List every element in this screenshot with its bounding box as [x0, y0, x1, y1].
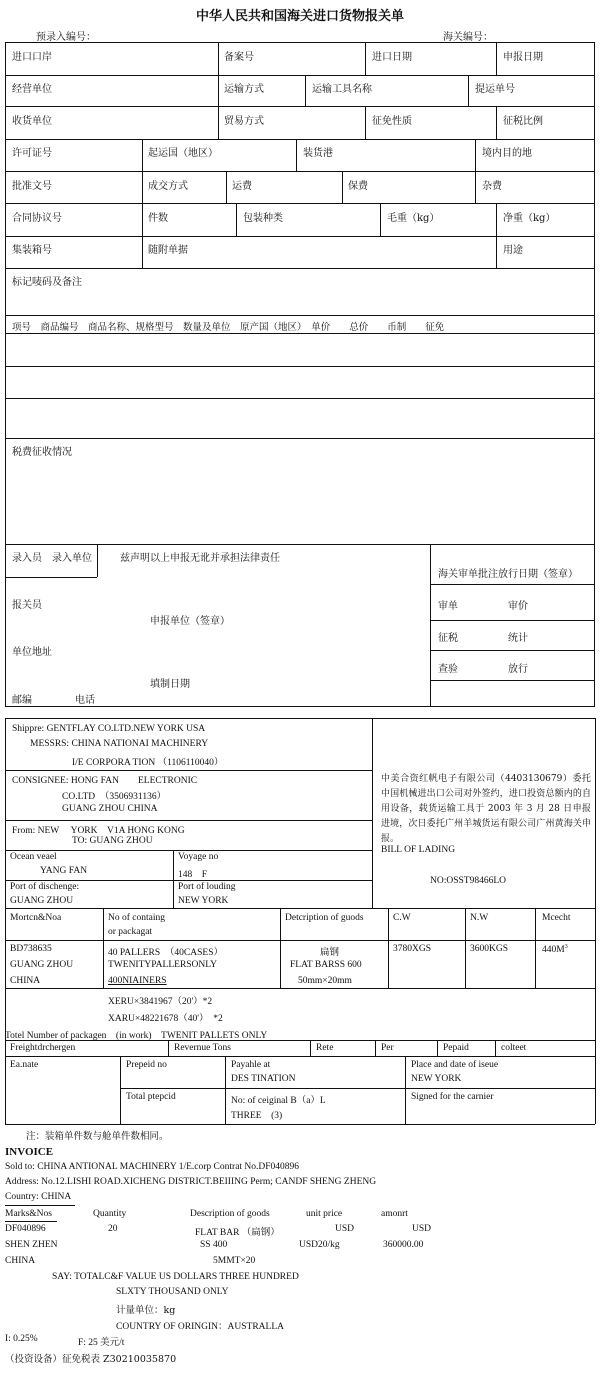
- field-insurance: 保费: [348, 181, 368, 192]
- total-prepaid-label: Total ptepcid: [126, 1092, 176, 1102]
- field-transport-mode: 运输方式: [224, 84, 264, 95]
- fill-date-label: 填制日期: [150, 679, 190, 690]
- postcode-label: 邮编: [12, 695, 32, 706]
- field-receiving-unit: 收货单位: [12, 116, 52, 127]
- sold-to: Sold to: CHINA ANTIONAL MACHINERY 1/E.corp Contrat No.DF040896: [5, 1162, 300, 1172]
- consignment-note: 中美合资红帆电子有限公司（4403130679）委托中国机械进出口公司对外签约，进口投资总额内的自用设备，载货运输工具于 2003 年 3 月 28 日申报进境，次日委托广州羊城货运有限公司广州黄海关申报。: [381, 774, 591, 844]
- consignee-line-2: CO.LTD （3506931136）: [62, 792, 167, 802]
- voyage-label: Voyage no: [178, 852, 219, 862]
- col-packages-2: or packagat: [108, 927, 153, 937]
- inv-marks-3: CHINA: [5, 1256, 36, 1266]
- shipper-line-1: Shippre: GENTFLAY CO.LTD.NEW YORK USA: [12, 724, 206, 734]
- exemption-form: （投资设备）征免税表 Z30210035870: [5, 1354, 177, 1365]
- field-origin-country: 起运国（地区）: [148, 148, 218, 159]
- declarant-label: 报关员: [12, 600, 42, 611]
- loading-port: NEW YORK: [178, 896, 229, 906]
- field-license-no: 许可证号: [12, 148, 52, 159]
- packages-line-3: 400NIAINERS: [108, 976, 167, 986]
- shipper-line-2: MESSRS: CHINA NATIONAI MACHINERY: [30, 739, 209, 749]
- original-bl-value: THREE (3): [231, 1111, 283, 1121]
- footnote: 注：装箱单件数与舱单件数相同。: [26, 1131, 169, 1142]
- vessel-name: YANG FAN: [40, 866, 88, 876]
- loading-port-label: Port of louding: [178, 882, 236, 892]
- marks-line-2: GUANG ZHOU: [10, 960, 74, 970]
- prepaid-label: Pepaid: [443, 1043, 469, 1053]
- inv-description: FLAT BAR （扁钢）: [195, 1228, 280, 1238]
- collect-label: colteet: [501, 1043, 527, 1053]
- per-label: Per: [381, 1043, 394, 1053]
- field-gross-weight: 毛重（kg）: [387, 213, 440, 224]
- field-package-type: 包装种类: [243, 213, 283, 224]
- from-line: From: NEW YORK V1A HONG KONG: [12, 826, 185, 836]
- inv-marks: DF040896: [5, 1224, 46, 1234]
- inv-amount-currency: USD: [412, 1224, 432, 1234]
- invoice-address: Address: No.12.LISHI ROAD.XICHENG DISTRICT.BEIIING Perm; CANDF SHENG ZHENG: [5, 1177, 377, 1187]
- review-label: 审单: [438, 601, 458, 612]
- consignee-line-3: GUANG ZHOU CHINA: [62, 804, 158, 814]
- field-tax-status: 税费征收情况: [12, 447, 72, 458]
- discharge-port: GUANG ZHOU: [10, 896, 74, 906]
- field-container-no: 集装箱号: [12, 245, 52, 256]
- inv-size: 5MMT×20: [213, 1256, 256, 1266]
- field-record-no: 备案号: [224, 52, 254, 63]
- container-line-2: XARU×48221678（40'） *2: [108, 1014, 223, 1024]
- invoice-title: INVOICE: [5, 1146, 54, 1158]
- customs-approval-label: 海关审单批注放行日期（签章）: [438, 569, 578, 580]
- col-description: Detcription of guods: [285, 913, 364, 923]
- declaration-statement: 兹声明以上申报无讹并承担法律责任: [120, 553, 280, 564]
- inv-quantity: 20: [108, 1224, 118, 1234]
- field-attached-docs: 随附单据: [148, 245, 188, 256]
- desc-line-1: 扁钢: [320, 947, 340, 958]
- h-marks: Marks&Nos: [5, 1209, 52, 1219]
- col-cw: C.W: [393, 913, 411, 923]
- field-tax-ratio: 征税比例: [503, 116, 543, 127]
- col-nw: N.W: [470, 913, 489, 923]
- prepaid-no-label: Prepeid no: [126, 1060, 167, 1070]
- declaration-form: [5, 42, 595, 707]
- freight-cost: F: 25 美元/t: [78, 1338, 125, 1348]
- inspection-label: 查验: [438, 664, 458, 675]
- col-measurement: Mcecht: [542, 913, 571, 923]
- inv-price-currency: USD: [335, 1224, 355, 1234]
- col-packages-1: No of containg: [108, 913, 165, 923]
- field-trade-mode: 贸易方式: [224, 116, 264, 127]
- unit-note: 计量单位：kg: [116, 1305, 176, 1316]
- release-label: 放行: [508, 664, 528, 675]
- to-line: TO: GUANG ZHOU: [72, 836, 153, 846]
- customs-number-label: 海关编号：: [443, 32, 493, 43]
- insurance-rate: I: 0.25%: [5, 1334, 38, 1344]
- field-pieces: 件数: [148, 213, 168, 224]
- original-bl-label: No: of ceiginal B（a）L: [231, 1096, 326, 1106]
- place-date-value: NEW YORK: [411, 1074, 462, 1084]
- container-line-1: XERU×3841967（20'）*2: [108, 997, 213, 1007]
- inv-amount: 360000.00: [383, 1240, 424, 1250]
- invoice-country: Country: CHINA: [5, 1192, 72, 1202]
- field-destination: 境内目的地: [482, 148, 532, 159]
- field-loading-port: 装货港: [303, 148, 333, 159]
- declare-unit-label: 申报单位（签章）: [150, 616, 230, 627]
- desc-line-3: 50mm×20mm: [298, 976, 352, 986]
- h-unit-price: unit price: [306, 1209, 343, 1219]
- consignee-line-1: CONSIGNEE: HONG FAN ELECTRONIC: [12, 776, 198, 786]
- inv-unit-price: USD20/kg: [299, 1240, 340, 1250]
- freight-label: Freightdrchergen: [10, 1043, 76, 1053]
- items-header: 项号 商品编号 商品名称、规格型号 数量及单位 原产国（地区） 单价 总价 币制 征免: [12, 322, 445, 333]
- payable-at-value: DES TINATION: [231, 1074, 296, 1084]
- place-date-label: Place and date of iseue: [411, 1060, 499, 1070]
- col-marks: Mortcn&Noa: [10, 913, 62, 923]
- inv-marks-2: SHEN ZHEN: [5, 1240, 58, 1250]
- revenue-tons-label: Revernue Tons: [174, 1043, 231, 1053]
- field-contract-no: 合同协议号: [12, 213, 62, 224]
- field-usage: 用途: [503, 245, 523, 256]
- ex-rate-label: Ea.nate: [10, 1060, 39, 1070]
- field-import-date: 进口日期: [372, 52, 412, 63]
- packages-line-2: TWENITYPALLERSONLY: [108, 960, 217, 970]
- valuation-label: 审价: [508, 601, 528, 612]
- cw-value: 3780XGS: [393, 944, 432, 954]
- say-line-2: SLXTY THOUSAND ONLY: [116, 1287, 229, 1297]
- payable-at-label: Payahle at: [231, 1060, 271, 1070]
- h-amount: amonrt: [381, 1209, 408, 1219]
- field-net-weight: 净重（kg）: [503, 213, 556, 224]
- phone-label: 电话: [75, 695, 95, 706]
- field-misc: 杂费: [482, 181, 502, 192]
- vessel-label: Ocean veael: [10, 852, 57, 862]
- form-title: 中华人民共和国海关进口货物报关单: [195, 9, 404, 24]
- total-packages: Totel Number of packagen (in work) TWENIT PALLETS ONLY: [5, 1031, 268, 1041]
- marks-line-3: CHINA: [10, 976, 41, 986]
- field-import-port: 进口口岸: [12, 52, 52, 63]
- inv-spec: SS 400: [200, 1240, 228, 1250]
- field-bl-no: 提运单号: [475, 84, 515, 95]
- field-approval-no: 批准文号: [12, 181, 52, 192]
- field-exemption-nature: 征免性质: [372, 116, 412, 127]
- h-description: Description of goods: [190, 1209, 270, 1219]
- field-vehicle-name: 运输工具名称: [312, 84, 372, 95]
- field-declare-date: 申报日期: [503, 52, 543, 63]
- marks-line-1: BD738635: [10, 944, 52, 954]
- entry-person-label: 录入员 录入单位: [12, 553, 92, 564]
- say-line-1: SAY: TOTALC&F VALUE US DOLLARS THREE HUNDRED: [52, 1272, 299, 1282]
- bl-number: NO:OSST98466LO: [430, 876, 507, 886]
- field-marks-remarks: 标记唛码及备注: [12, 277, 82, 288]
- voyage-number: 148 F: [178, 870, 208, 880]
- signed-carrier: Signed for the carnier: [411, 1092, 494, 1102]
- pre-entry-number-label: 预录入编号：: [36, 32, 96, 43]
- desc-line-2: FLAT BARSS 600: [290, 960, 362, 970]
- measurement-value: $440M^3$: [542, 944, 568, 956]
- h-quantity: Quantity: [93, 1209, 127, 1219]
- field-freight: 运费: [232, 181, 252, 192]
- rate-label: Rete: [316, 1043, 334, 1053]
- country-of-origin: COUNTRY OF ORINGIN：AUSTRALLA: [116, 1322, 285, 1332]
- address-label: 单位地址: [12, 647, 52, 658]
- field-transaction-mode: 成交方式: [148, 181, 188, 192]
- field-operating-unit: 经营单位: [12, 84, 52, 95]
- nw-value: 3600KGS: [470, 944, 509, 954]
- discharge-port-label: Port of dischenge:: [10, 882, 80, 892]
- bill-of-lading-title: BILL OF LADING: [381, 845, 456, 855]
- shipper-line-3: I/E CORPORA TION （1106110040）: [72, 758, 224, 768]
- packages-line-1: 40 PALLERS （40CASES）: [108, 948, 223, 958]
- levy-label: 征税: [438, 633, 458, 644]
- statistics-label: 统计: [508, 633, 528, 644]
